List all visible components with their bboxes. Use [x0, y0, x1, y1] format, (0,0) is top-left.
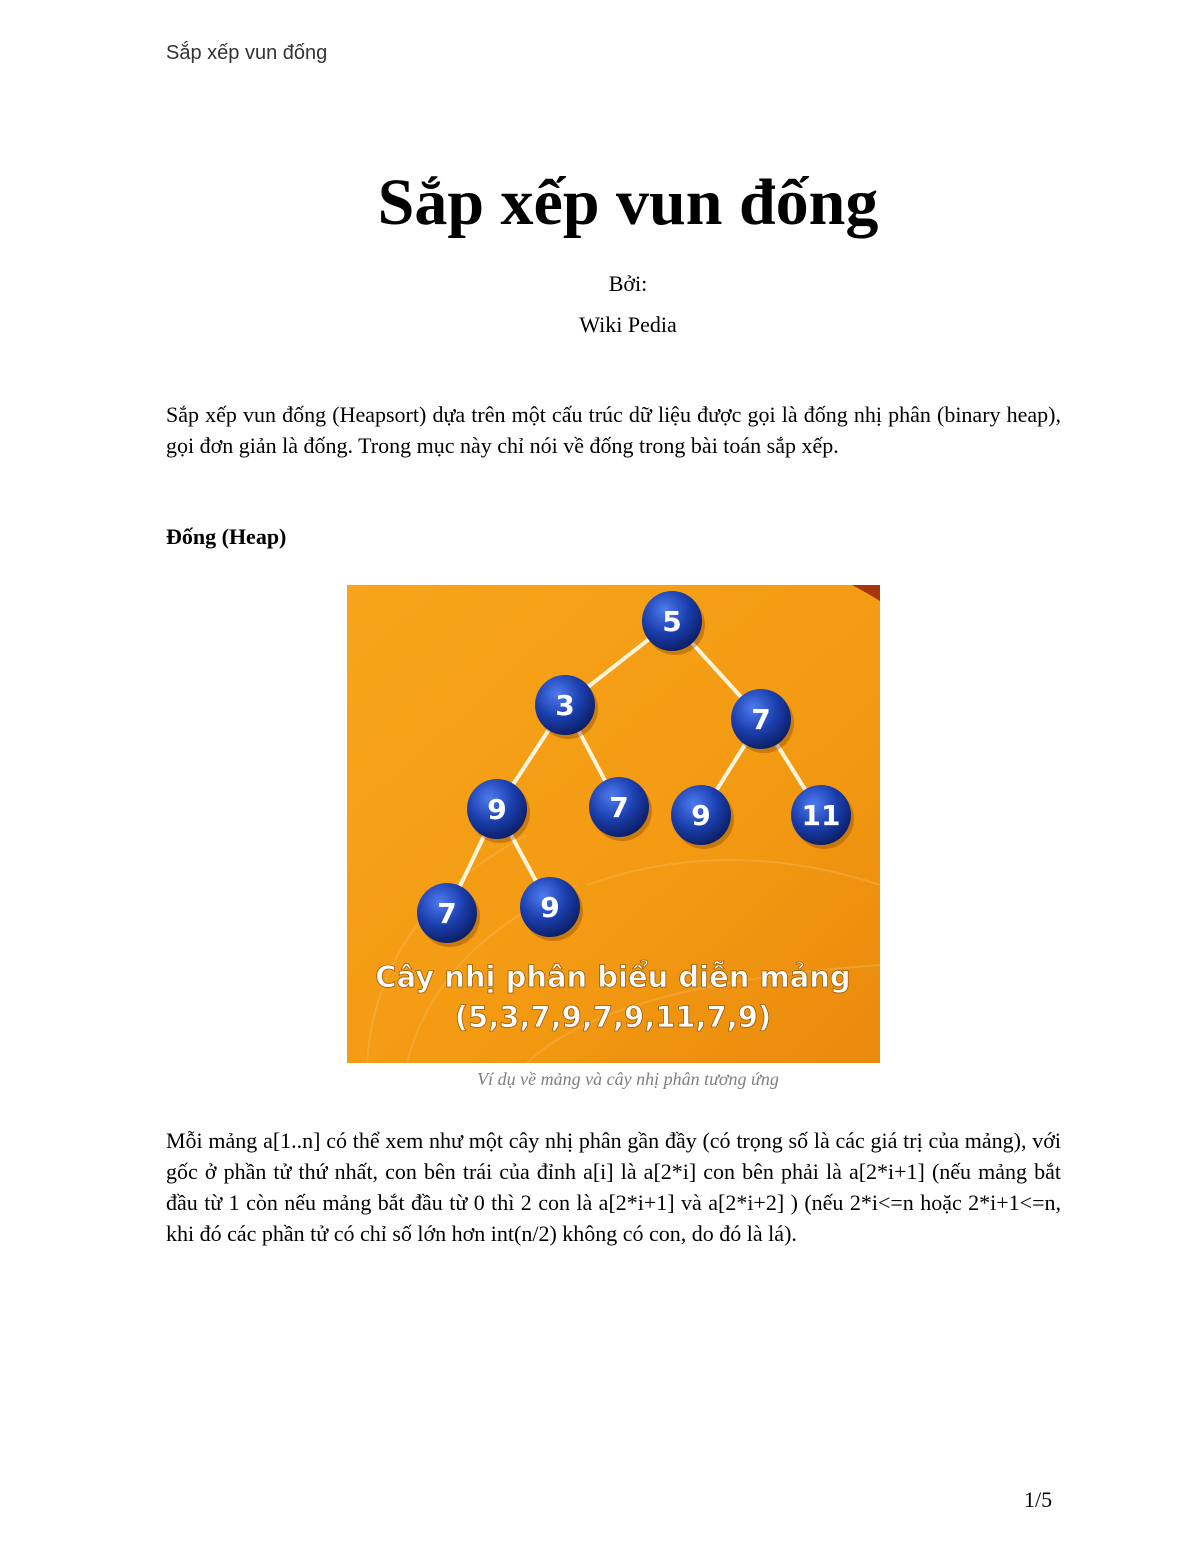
- author-name: Wiki Pedia: [579, 312, 677, 337]
- node-value: 7: [751, 703, 771, 736]
- intro-paragraph: Sắp xếp vun đống (Heapsort) dựa trên một cấu trúc dữ liệu được gọi là đống nhị phân (binary heap), gọi đơn giản là đống. Trong mục này chỉ nói về đống trong bài toán sắp xếp.: [166, 402, 1061, 458]
- figure-label-line2: (5,3,7,9,7,9,11,7,9): [454, 1000, 772, 1034]
- section-heading: Đống (Heap): [166, 524, 287, 549]
- heap-figure: [347, 585, 880, 1063]
- node-value: 9: [487, 793, 507, 826]
- body-paragraph: Mỗi mảng a[1..n] có thể xem như một cây nhị phân gần đầy (có trọng số là các giá trị của mảng), với gốc ở phần tử thứ nhất, con bên trái của đỉnh a[i] là a[2*i] con bên phải là a[2*i+1] (nếu mảng bắt đầu từ 1 còn nếu mảng bắt đầu từ 0 thì 2 con là a[2*i+1] và a[2*i+2] ) (nếu 2*i<=n hoặc 2*i+1<=n, khi đó các phần tử có chỉ số lớn hơn int(n/2) không có con, do đó là lá).: [166, 1128, 1061, 1246]
- document-title: Sắp xếp vun đống: [377, 166, 879, 239]
- page-number: 1/5: [1024, 1487, 1053, 1512]
- node-value: 11: [801, 799, 841, 832]
- node-value: 9: [691, 799, 711, 832]
- figure-caption: Ví dụ về mảng và cây nhị phân tương ứng: [477, 1069, 779, 1089]
- node-value: 5: [662, 605, 682, 638]
- node-value: 3: [555, 689, 575, 722]
- node-value: 7: [437, 897, 457, 930]
- node-value: 7: [609, 791, 629, 824]
- heap-tree-illustration: [347, 585, 880, 1063]
- by-label: Bởi:: [608, 271, 648, 296]
- node-value: 9: [540, 891, 560, 924]
- running-header: Sắp xếp vun đống: [166, 42, 328, 64]
- figure-label-line1: Cây nhị phân biểu diễn mảng: [375, 960, 851, 994]
